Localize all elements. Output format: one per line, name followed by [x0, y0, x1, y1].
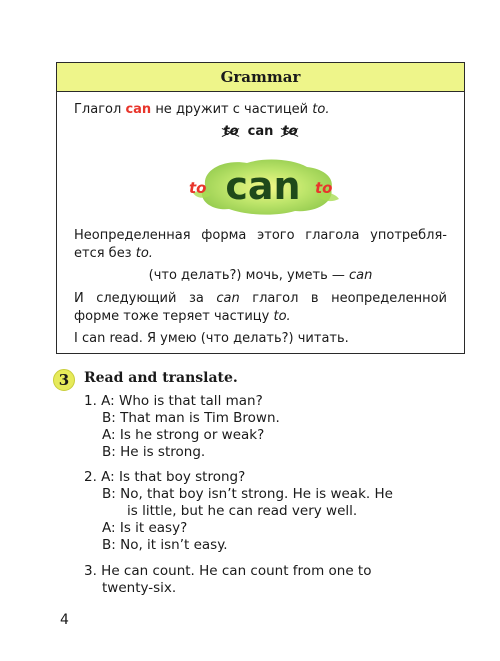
dialogue-line: B: No, that boy isn’t strong. He is weak. He: [102, 486, 393, 502]
grammar-line-1: Глагол can не дружит с частицей to.: [74, 102, 330, 117]
can-illustration: [185, 155, 341, 217]
dialogue-line: 2. A: Is that boy strong?: [84, 469, 246, 485]
graphic-to-left: to: [189, 179, 207, 197]
grammar-para2-line1: И следующий за can глагол в неопределенной: [74, 291, 447, 306]
dialogue-line: A: Is it easy?: [102, 520, 188, 536]
page-number: 4: [60, 612, 69, 628]
dialogue-line: B: That man is Tim Brown.: [102, 410, 280, 426]
grammar-para2-line2: форме тоже теряет частицу to.: [74, 309, 291, 324]
exercise-instruction: Read and translate.: [84, 370, 238, 386]
struck-to-right: to: [282, 124, 298, 139]
exercise-sentence: 3. He can count. He can count from one to: [84, 563, 372, 579]
graphic-can: can: [225, 164, 301, 208]
dialogue-line: B: He is strong.: [102, 444, 206, 460]
dialogue-line: is little, but he can read very well.: [127, 503, 358, 519]
grammar-box: [56, 62, 465, 354]
grammar-para1-line1: Неопределенная форма этого глагола употребля-: [74, 228, 447, 243]
dialogue-line: 1. A: Who is that tall man?: [84, 393, 263, 409]
grammar-meaning-line: (что делать?) мочь, уметь — can: [148, 268, 373, 283]
grammar-example: I can read. Я умею (что делать?) читать.: [74, 331, 349, 346]
exercise-number-badge: 3: [53, 369, 75, 391]
grammar-title: Grammar: [57, 63, 464, 92]
dialogue-line: A: Is he strong or weak?: [102, 427, 265, 443]
grammar-line-2: to can to: [223, 124, 298, 139]
grammar-para1-line2: ется без to.: [74, 246, 153, 261]
dialogue-line: B: No, it isn’t easy.: [102, 537, 228, 553]
struck-to-left: to: [223, 124, 239, 139]
graphic-to-right: to: [315, 179, 333, 197]
exercise-sentence: twenty-six.: [102, 580, 177, 596]
